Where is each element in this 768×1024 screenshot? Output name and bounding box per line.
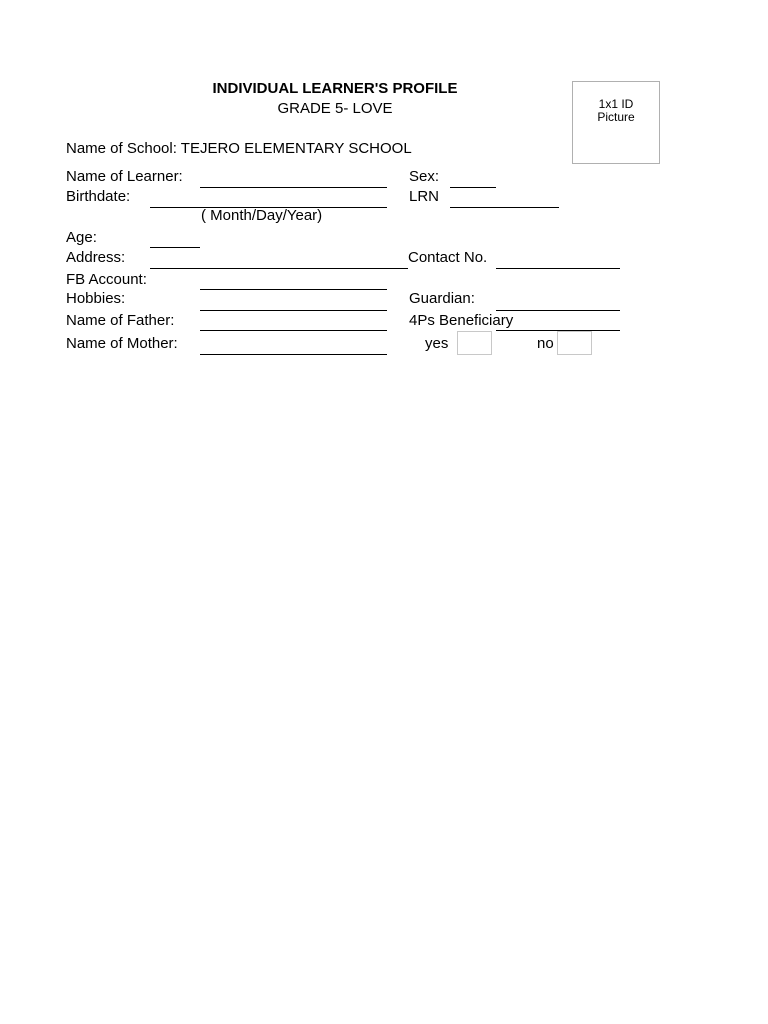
hobbies-label: Hobbies: [66,290,126,307]
no-label: no [537,335,554,352]
father-label: Name of Father: [66,312,175,329]
fb-account-field[interactable] [200,289,387,290]
birthdate-label: Birthdate: [66,188,131,205]
form-subtitle: GRADE 5- LOVE [277,100,393,117]
address-field[interactable] [150,268,408,269]
id-picture-label-line2: Picture [597,110,635,124]
contact-label: Contact No. [408,249,488,266]
mother-label: Name of Mother: [66,335,178,352]
sex-field[interactable] [450,187,496,188]
hobbies-field[interactable] [200,310,387,311]
learner-name-field[interactable] [200,187,387,188]
school-row [66,140,412,158]
address-label: Address: [66,249,126,266]
guardian-label: Guardian: [409,290,475,307]
four-ps-label: 4Ps Beneficiary [409,312,514,329]
father-field[interactable] [200,330,387,331]
guardian-field[interactable] [496,310,620,311]
age-field[interactable] [150,247,200,248]
form-title: INDIVIDUAL LEARNER'S PROFILE [212,80,458,97]
contact-field[interactable] [496,268,620,269]
sex-label: Sex: [409,168,440,185]
learner-name-label: Name of Learner: [66,168,183,185]
fb-account-label: FB Account: [66,271,147,288]
birthdate-hint: ( Month/Day/Year) [201,207,323,224]
yes-checkbox[interactable] [457,331,492,355]
age-label: Age: [66,229,97,246]
id-picture-label-line1: 1x1 ID [598,97,634,111]
lrn-label: LRN [409,188,440,205]
school-label: Name of School: [66,140,177,157]
school-value: TEJERO ELEMENTARY SCHOOL [180,140,412,157]
mother-field[interactable] [200,354,387,355]
yes-label: yes [425,335,449,352]
no-checkbox[interactable] [557,331,592,355]
lrn-field[interactable] [450,207,559,208]
id-picture-box[interactable] [572,81,660,164]
